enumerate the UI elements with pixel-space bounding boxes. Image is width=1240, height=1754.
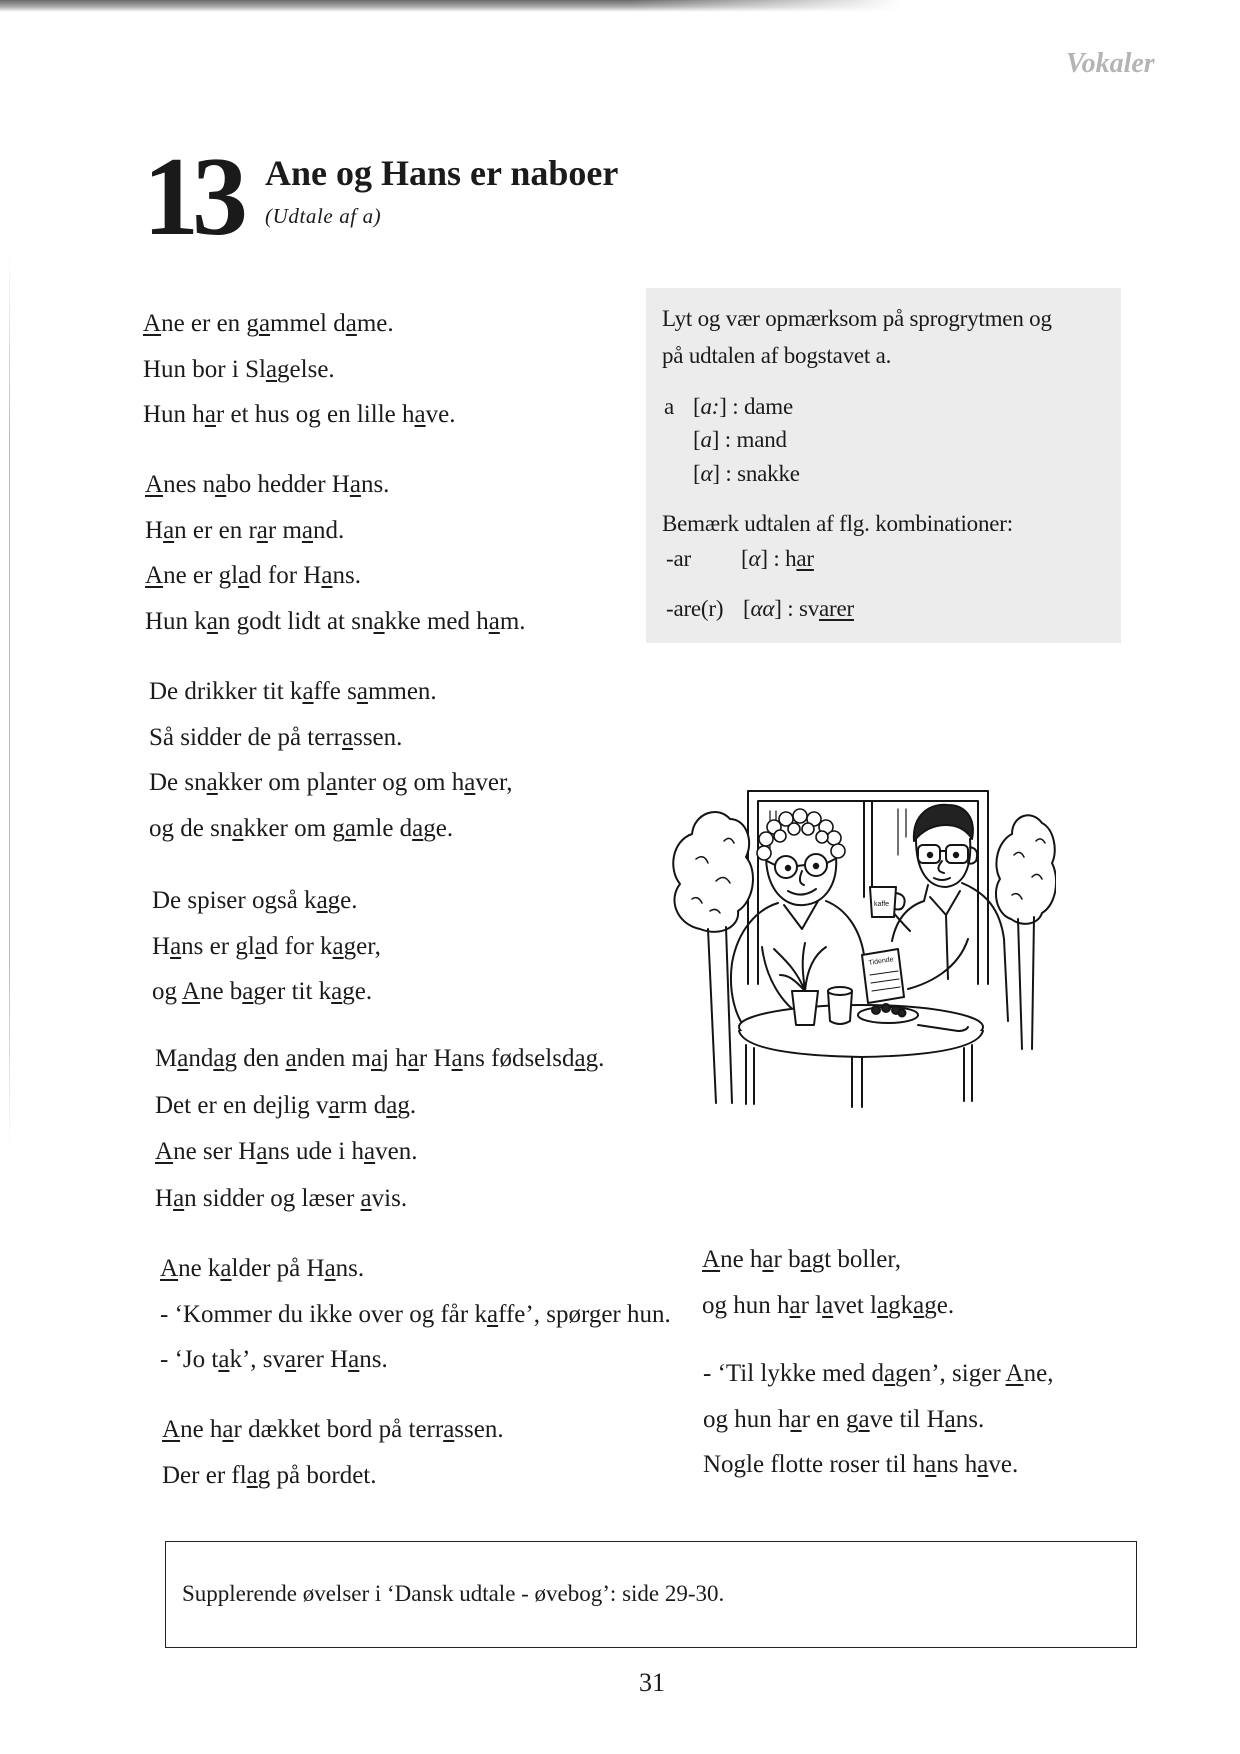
- text-segment: rm d: [339, 1091, 387, 1119]
- text-segment: ] : dame: [719, 394, 793, 419]
- text-segment: ffe s: [313, 678, 357, 705]
- underlined-letter: a: [464, 769, 476, 796]
- underlined-letter: a: [177, 1045, 189, 1072]
- underlined-letter: a: [222, 1416, 234, 1443]
- text-line: [143, 301, 455, 347]
- text-segment: ns ude i h: [267, 1138, 365, 1165]
- text-segment: ven.: [375, 1138, 418, 1165]
- text-segment: vet l: [833, 1291, 877, 1319]
- underlined-letter: a: [285, 1045, 297, 1072]
- text-segment: n sidder og læser: [184, 1184, 361, 1212]
- sound-back-a: [693, 459, 800, 489]
- text-segment: bo hedder H: [226, 471, 350, 498]
- text-segment: Hun bor i Sl: [143, 355, 266, 383]
- text-segment: Nogle flotte roser til h: [703, 1451, 926, 1478]
- text-segment: ns.: [360, 471, 390, 498]
- text-segment: mmen.: [367, 678, 437, 705]
- text-segment: gk: [888, 1291, 914, 1319]
- illustration-drawing: [666, 779, 1056, 1109]
- text-line: [160, 1292, 671, 1338]
- text-segment: n godt lidt at sn: [217, 607, 374, 635]
- text-segment: gt boller,: [811, 1246, 901, 1273]
- underlined-letter: a: [944, 1405, 956, 1433]
- scan-margin-line: [9, 250, 10, 1150]
- text-segment: d for H: [249, 562, 322, 589]
- text-segment: m.: [499, 607, 526, 635]
- illustration-ane-and-hans: [666, 779, 1056, 1109]
- text-segment: mle d: [355, 814, 413, 842]
- man-collar: [930, 891, 960, 979]
- sound-short-a: [693, 425, 787, 455]
- text-segment: ne b: [199, 978, 243, 1005]
- lesson-subtitle: (Udtale af a): [265, 204, 382, 228]
- text-segment: Hun h: [143, 401, 205, 428]
- text-line: [162, 1453, 504, 1499]
- text-segment: ve.: [425, 401, 456, 428]
- text-segment: r l: [800, 1291, 823, 1319]
- phonetic-symbol: a:: [700, 394, 720, 419]
- text-segment: j h: [382, 1045, 408, 1072]
- text-segment: Det er en dejlig v: [155, 1091, 329, 1119]
- lesson-title: Ane og Hans er naboer: [265, 153, 619, 193]
- phonetic-symbol: α: [748, 546, 761, 571]
- text-segment: nd: [188, 1045, 214, 1072]
- underlined-letter: a: [332, 932, 344, 960]
- stanza-3: [149, 669, 513, 851]
- text-line: [702, 1283, 954, 1329]
- text-segment: r m: [267, 516, 302, 544]
- text-segment: d for k: [265, 932, 333, 960]
- text-segment: r et hus og en lille h: [215, 401, 415, 428]
- tree-crown: [673, 812, 753, 932]
- stanza-right-2: [703, 1351, 1053, 1488]
- table-edge: [739, 1031, 983, 1057]
- underlined-letter: A: [143, 310, 162, 337]
- text-segment: nter og om h: [337, 769, 465, 796]
- text-segment: r H: [418, 1045, 452, 1072]
- text-segment: - ‘Jo t: [160, 1346, 219, 1373]
- stanza-6: [160, 1246, 671, 1383]
- text-segment: ne,: [1023, 1360, 1054, 1387]
- underlined-letter: a: [349, 471, 361, 498]
- text-segment: og hun h: [703, 1405, 791, 1433]
- text-segment: ] : mand: [711, 427, 787, 452]
- woman-eye: [814, 864, 818, 868]
- text-line: [703, 1442, 1053, 1488]
- text-line: [702, 1237, 954, 1283]
- underlined-letter: a: [373, 607, 385, 635]
- text-segment: ge.: [423, 814, 454, 842]
- underlined-letter: a: [218, 1346, 230, 1373]
- text-segment: r dækket bord på terr: [233, 1416, 444, 1443]
- underlined-letter: a: [170, 932, 182, 960]
- underlined-letter: a: [220, 1255, 232, 1282]
- underlined-letter: a: [341, 723, 354, 751]
- underlined-letter: a: [163, 516, 175, 544]
- underlined-letter: a: [321, 562, 333, 589]
- window-mullion: [864, 801, 872, 897]
- text-segment: g på bordet.: [257, 1461, 377, 1489]
- underlined-letter: a: [762, 1246, 774, 1273]
- text-segment: Der er fl: [162, 1461, 247, 1489]
- underlined-letter: a: [356, 678, 368, 705]
- text-line: [160, 1246, 671, 1292]
- text-segment: ] : snakke: [712, 461, 800, 486]
- underlined-letter: a: [206, 607, 218, 635]
- stanza-7: [162, 1407, 504, 1498]
- underlined-letter: a: [256, 516, 268, 544]
- combination-spelling: -ar: [666, 546, 691, 571]
- tree-crown: [996, 815, 1056, 923]
- vowel-letter: a: [664, 394, 675, 419]
- text-segment: og de sn: [149, 814, 233, 842]
- pronunciation-info-box: [646, 288, 1121, 643]
- underlined-letter: a: [326, 769, 338, 796]
- underlined-letter: A: [1005, 1360, 1024, 1387]
- text-segment: nd.: [313, 516, 345, 544]
- text-line: [152, 924, 381, 970]
- scan-shadow-edge: [0, 0, 900, 12]
- underlined-letter: a: [443, 1416, 455, 1443]
- text-segment: ge.: [327, 887, 358, 914]
- info-intro-line: Lyt og vær opmærksom på sprogrytmen og: [662, 306, 1052, 331]
- underlined-letter: A: [145, 562, 164, 589]
- underlined-letter: a: [238, 562, 250, 589]
- text-line: [155, 1176, 604, 1223]
- underlined-letter: a: [412, 814, 424, 842]
- stanza-4: [152, 878, 381, 1015]
- stanza-2: [145, 462, 526, 644]
- text-line: [162, 1407, 504, 1453]
- text-segment: ] : h: [760, 546, 797, 571]
- underlined-letter: a: [206, 769, 218, 796]
- text-segment: r en g: [801, 1405, 859, 1433]
- phonetic-symbol: α: [700, 461, 713, 486]
- underlined-letter: a: [348, 1346, 360, 1373]
- underlined-letter: a: [232, 814, 244, 842]
- underlined-letter: a: [977, 1451, 989, 1478]
- text-segment: vis.: [371, 1184, 408, 1212]
- text-line: [152, 969, 381, 1015]
- stanza-1: [143, 301, 455, 438]
- underlined-letter: A: [160, 1255, 179, 1282]
- text-line: [155, 1129, 604, 1176]
- supplementary-exercises-box: [165, 1541, 1137, 1648]
- text-segment: g den: [224, 1045, 286, 1072]
- newspaper-label: Tidende: [868, 956, 895, 967]
- underlined-letter: a: [451, 1045, 463, 1072]
- text-segment: Så sidder de på terr: [149, 723, 342, 751]
- underlined-letter: a: [822, 1291, 834, 1319]
- text-segment: ger,: [343, 932, 381, 960]
- text-line: [155, 1036, 604, 1083]
- combination-sound: [743, 594, 854, 624]
- underlined-letter: a: [256, 1138, 268, 1165]
- underlined-letter: a: [316, 887, 328, 914]
- text-segment: ne k: [178, 1255, 221, 1282]
- text-segment: H: [145, 516, 164, 544]
- text-segment: mmel d: [270, 310, 346, 337]
- text-segment: ns h: [936, 1451, 978, 1478]
- text-segment: ns fødselsd: [462, 1045, 575, 1072]
- woman-eye: [786, 866, 790, 870]
- underlined-letter: a: [242, 978, 254, 1005]
- text-segment: nes n: [163, 471, 216, 498]
- underlined-letter: a: [488, 607, 500, 635]
- text-segment: ssen.: [454, 1416, 504, 1443]
- underlined-letter: a: [215, 471, 227, 498]
- text-segment: ver,: [475, 769, 513, 796]
- underlined-letter: a: [486, 1300, 499, 1328]
- text-segment: og hun h: [702, 1291, 790, 1319]
- text-line: [149, 806, 513, 852]
- man-eye: [928, 853, 932, 857]
- text-segment: M: [155, 1045, 178, 1072]
- text-segment: ge.: [924, 1291, 955, 1319]
- underlined-letter: a: [173, 1184, 185, 1212]
- tree-trunk: [708, 927, 732, 1103]
- underlined-letter: a: [884, 1360, 896, 1387]
- text-segment: ns er gl: [181, 932, 255, 960]
- text-segment: lder på H: [231, 1255, 325, 1282]
- text-segment: k’, sv: [229, 1346, 285, 1373]
- text-segment: [: [693, 461, 701, 486]
- text-segment: ns.: [332, 562, 361, 589]
- text-line: [149, 669, 513, 715]
- text-line: [149, 715, 513, 761]
- underlined-letter: arer: [819, 596, 854, 621]
- right-tree: [996, 815, 1056, 1049]
- left-tree: [673, 812, 753, 1103]
- text-segment: [: [693, 427, 701, 452]
- text-segment: H: [155, 1184, 174, 1212]
- underlined-letter: A: [162, 1416, 181, 1443]
- underlined-letter: a: [370, 1045, 383, 1072]
- underlined-letter: a: [344, 814, 356, 842]
- text-segment: Hun k: [145, 607, 207, 635]
- text-segment: gelse.: [277, 355, 335, 383]
- underlined-letter: a: [790, 1405, 802, 1433]
- underlined-letter: a: [913, 1291, 925, 1319]
- underlined-letter: A: [155, 1138, 174, 1165]
- text-segment: ] : sv: [774, 596, 820, 621]
- cafe-table: [739, 1005, 983, 1107]
- text-segment: - ‘Til lykke med d: [703, 1360, 885, 1387]
- underlined-letter: a: [925, 1451, 937, 1478]
- underlined-letter: a: [213, 1045, 225, 1072]
- text-segment: - ‘Kommer du ikke over og får k: [160, 1300, 487, 1328]
- text-segment: De sn: [149, 769, 207, 796]
- underlined-letter: a: [407, 1045, 419, 1072]
- text-segment: r b: [773, 1246, 801, 1273]
- underlined-letter: a: [877, 1291, 889, 1319]
- tree-trunk: [1018, 917, 1034, 1049]
- underlined-letter: a: [285, 1346, 297, 1373]
- text-line: [143, 347, 455, 393]
- drinking-cup: [828, 987, 852, 1024]
- underlined-letter: a: [254, 932, 266, 960]
- text-segment: n er en r: [174, 516, 257, 544]
- underlined-letter: a: [331, 978, 343, 1005]
- underlined-letter: A: [181, 978, 200, 1005]
- man-eye: [954, 853, 958, 857]
- text-segment: ns.: [955, 1405, 985, 1433]
- text-segment: og: [152, 978, 182, 1005]
- underlined-letter: a: [858, 1405, 870, 1433]
- underlined-letter: a: [789, 1291, 801, 1319]
- text-line: [152, 878, 381, 924]
- combination-sound: [741, 544, 814, 574]
- page-number: 31: [639, 1668, 665, 1697]
- text-segment: De drikker tit k: [149, 678, 303, 705]
- man-hair: [914, 805, 973, 841]
- underlined-letter: A: [702, 1246, 721, 1273]
- underlined-letter: a: [364, 1138, 376, 1165]
- text-line: [145, 508, 526, 554]
- underlined-letter: a: [800, 1246, 812, 1273]
- lesson-number: 13: [143, 135, 241, 259]
- text-segment: ve til H: [869, 1405, 945, 1433]
- text-line: [160, 1337, 671, 1383]
- text-segment: ge.: [342, 978, 373, 1005]
- text-segment: [: [741, 546, 749, 571]
- text-segment: ve.: [988, 1451, 1019, 1478]
- text-line: [145, 599, 526, 645]
- sound-long-a: [693, 392, 793, 422]
- text-segment: ne h: [720, 1246, 763, 1273]
- text-segment: ns.: [335, 1255, 365, 1282]
- text-segment: ssen.: [353, 723, 403, 751]
- underlined-letter: a: [360, 1184, 372, 1212]
- text-line: [149, 760, 513, 806]
- underlined-letter: a: [246, 1461, 258, 1489]
- text-segment: [: [743, 596, 751, 621]
- underlined-letter: a: [574, 1045, 586, 1072]
- text-segment: gen’, siger: [895, 1360, 1006, 1387]
- text-segment: g.: [585, 1045, 605, 1072]
- section-heading: Vokaler: [1066, 48, 1155, 79]
- underlined-letter: a: [258, 310, 271, 337]
- underlined-letter: a: [328, 1091, 340, 1119]
- text-segment: [: [693, 394, 701, 419]
- underlined-letter: a: [345, 310, 357, 337]
- text-segment: ns.: [359, 1346, 388, 1373]
- underlined-letter: a: [302, 678, 314, 705]
- text-segment: ne h: [180, 1416, 223, 1443]
- underlined-letter: a: [301, 516, 314, 544]
- text-segment: ffe’, spørger hun.: [498, 1300, 671, 1328]
- underlined-letter: a: [265, 355, 278, 383]
- combinations-note: Bemærk udtalen af flg. kombinationer:: [662, 511, 1013, 536]
- text-segment: g.: [397, 1091, 417, 1119]
- text-segment: ger tit k: [253, 978, 332, 1005]
- phonetic-symbol: αα: [750, 596, 775, 621]
- text-segment: me.: [356, 310, 394, 337]
- underlined-letter: a: [414, 401, 426, 428]
- info-intro-line: på udtalen af bogstavet a.: [662, 343, 892, 368]
- underlined-letter: a: [324, 1255, 336, 1282]
- text-line: [143, 392, 455, 438]
- stanza-right-1: [702, 1237, 954, 1328]
- text-line: [703, 1397, 1053, 1443]
- mug-label: kaffe: [874, 901, 890, 908]
- text-segment: De spiser også k: [152, 887, 317, 914]
- text-line: [703, 1351, 1053, 1397]
- underlined-letter: A: [145, 471, 164, 498]
- text-segment: nden m: [296, 1045, 371, 1072]
- combination-spelling: -are(r): [666, 596, 724, 621]
- stanza-5: [155, 1036, 604, 1222]
- text-segment: H: [152, 932, 171, 960]
- supplementary-exercises-text: Supplerende øvelser i ‘Dansk udtale - øvebog’: side 29-30.: [182, 1581, 725, 1606]
- text-segment: kker om pl: [217, 769, 327, 796]
- text-line: [155, 1083, 604, 1130]
- underlined-letter: a: [386, 1091, 398, 1119]
- text-line: [145, 553, 526, 599]
- man-body: [892, 883, 1008, 1021]
- underlined-letter: ar: [796, 546, 814, 571]
- text-segment: kker om g: [243, 814, 345, 842]
- text-segment: kke med h: [384, 607, 489, 635]
- text-segment: ne ser H: [173, 1138, 257, 1165]
- text-segment: ne er en g: [161, 310, 259, 337]
- text-line: [145, 462, 526, 508]
- underlined-letter: a: [204, 401, 216, 428]
- text-segment: rer H: [296, 1346, 349, 1373]
- text-segment: ne er gl: [163, 562, 239, 589]
- phonetic-symbol: a: [700, 427, 712, 452]
